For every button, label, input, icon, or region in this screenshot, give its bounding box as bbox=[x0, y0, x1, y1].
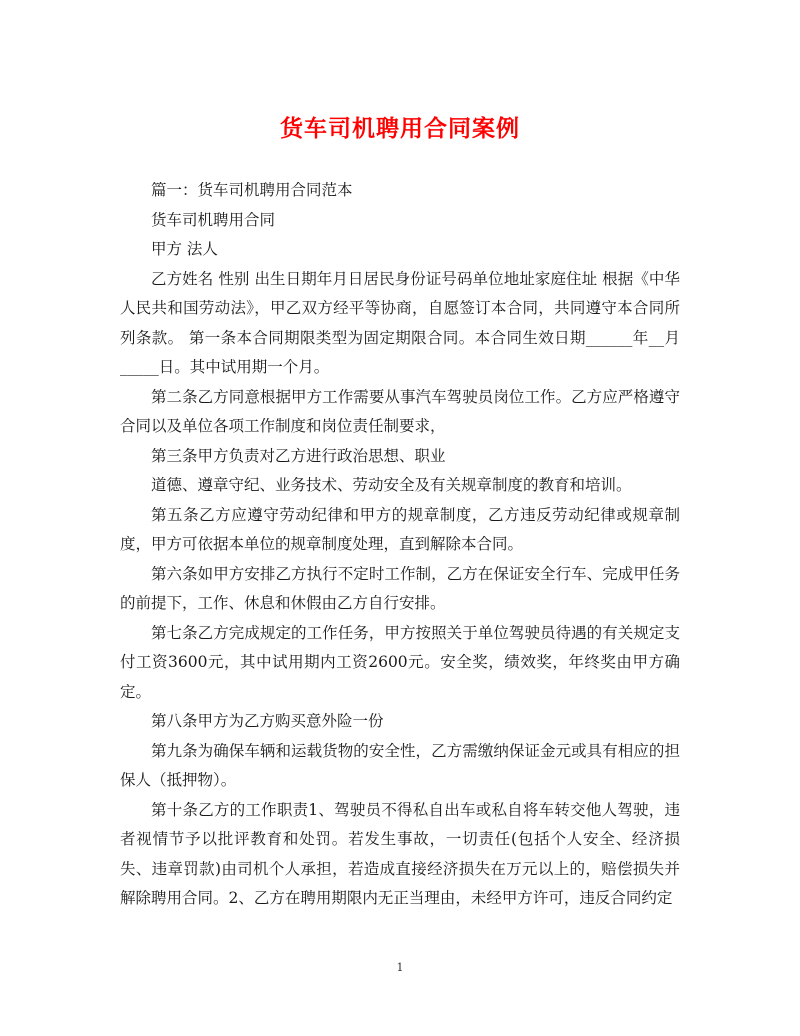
page-number: 1 bbox=[396, 961, 404, 974]
document-title: 货车司机聘用合同案例 bbox=[280, 115, 520, 142]
document-body bbox=[120, 176, 680, 914]
paragraph: 第六条如甲方安排乙方执行不定时工作制，乙方在保证安全行车、完成甲任务的前提下，工作、休息和休假由乙方自行安排。 bbox=[120, 564, 680, 612]
paragraph: 第十条乙方的工作职责1、驾驶员不得私自出车或私自将车转交他人驾驶，违者视情节予以批评教育和处罚。若发生事故，一切责任(包括个人安全、经济损失、违章罚款)由司机个人承担，若造成直接经济损失在万元以上的，赔偿损失并解除聘用合同。2、乙方在聘用期限内无正当理由，未经甲方许可，违反合同约定 bbox=[120, 800, 680, 907]
paragraph: 第三条甲方负责对乙方进行政治思想、职业 bbox=[151, 446, 446, 465]
paragraph: 货车司机聘用合同 bbox=[151, 210, 276, 229]
paragraph: 第二条乙方同意根据甲方工作需要从事汽车驾驶员岗位工作。乙方应严格遵守合同以及单位各项工作制度和岗位责任制要求， bbox=[120, 387, 680, 435]
paragraph: 第七条乙方完成规定的工作任务，甲方按照关于单位驾驶员待遇的有关规定支付工资3600元，其中试用期内工资2600元。安全奖，绩效奖，年终奖由甲方确定。 bbox=[120, 623, 680, 701]
paragraph: 第八条甲方为乙方购买意外险一份 bbox=[151, 712, 384, 730]
paragraph: 第九条为确保车辆和运载货物的安全性，乙方需缴纳保证金元或具有相应的担保人（抵押物）。 bbox=[120, 741, 680, 789]
paragraph: 道德、遵章守纪、业务技术、劳动安全及有关规章制度的教育和培训。 bbox=[151, 476, 632, 494]
paragraph: 甲方 法人 bbox=[151, 240, 218, 258]
paragraph: 第五条乙方应遵守劳动纪律和甲方的规章制度，乙方违反劳动纪律或规章制度，甲方可依据本单位的规章制度处理，直到解除本合同。 bbox=[120, 505, 680, 553]
paragraph: 乙方姓名 性别 出生日期年月日居民身份证号码单位地址家庭住址 根据《中华人民共和国劳动法》，甲乙双方经平等协商，自愿签订本合同，共同遵守本合同所列条款。 第一条本合同期限类型为固定期限合同。本合同生效日期______年__月_____日。其中试用期一个月。 bbox=[120, 269, 680, 376]
paragraph: 篇一：货车司机聘用合同范本 bbox=[151, 181, 353, 199]
